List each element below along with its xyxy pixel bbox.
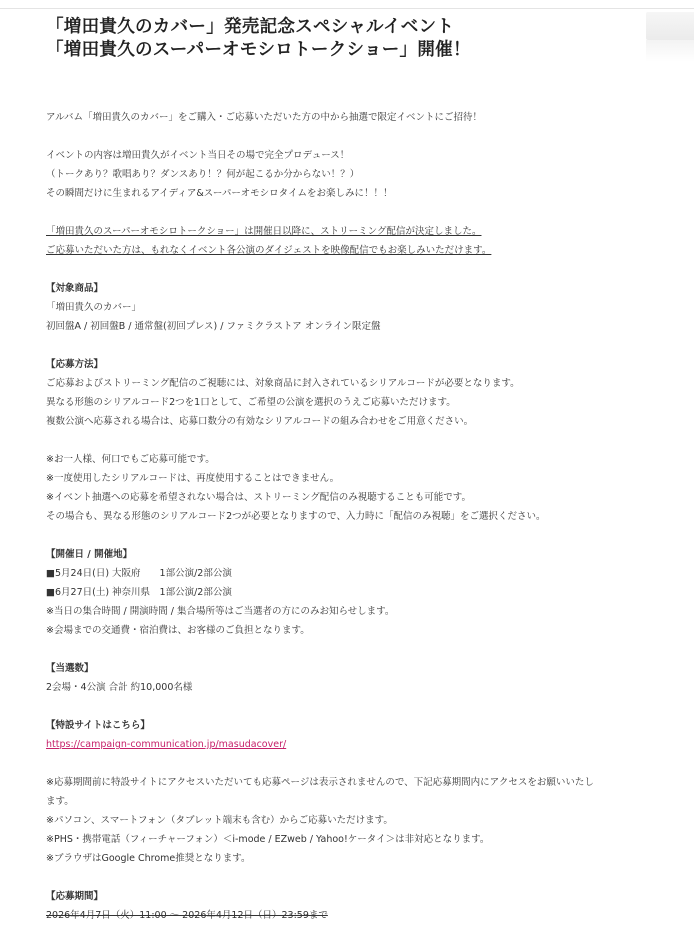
period-text: 2026年4月7日（火）11:00 ～ 2026年4月12日（日）23:59まで	[46, 910, 328, 921]
dates-heading: 【開催日 / 開催地】	[46, 549, 133, 560]
products-name: 「増田貴久のカバー」	[46, 302, 142, 313]
winners-text: 2会場・4公演 合計 約10,000名様	[46, 682, 193, 693]
title-line-2: 「増田貴久のスーパーオモシロトークショー」開催！	[46, 40, 471, 60]
title-line-1: 「増田貴久のカバー」発売記念スペシャルイベント	[46, 17, 455, 37]
method-line-3: 複数公演へ応募される場合は、応募口数分の有効なシリアルコードの組み合わせをご用意ください。	[46, 416, 474, 427]
access-note-3: ※PHS・携帯電話（フィーチャーフォン）＜i-mode / EZweb / Yahoo!ケータイ＞は非対応となります。	[46, 834, 490, 845]
site-heading: 【特設サイトはこちら】	[46, 720, 150, 731]
side-tab	[646, 12, 694, 40]
description-line-2: （トークあり？歌唱あり？ダンスあり！？何が起こるか分からない！？）	[46, 169, 360, 180]
method-note-4: その場合も、異なる形態のシリアルコード2つが必要となりますので、入力時に「配信のみ視聴」をご選択ください。	[46, 511, 546, 522]
article-title	[46, 16, 594, 62]
method-note-3: ※イベント抽選への応募を希望されない場合は、ストリーミング配信のみ視聴することも可能です。	[46, 492, 472, 503]
streaming-notice-1: 「増田貴久のスーパーオモシロトークショー」は開催日以降に、ストリーミング配信が決定しました。	[46, 226, 482, 237]
products-editions: 初回盤A / 初回盤B / 通常盤(初回プレス) / ファミクラストア オンライン限定盤	[46, 321, 381, 332]
method-line-2: 異なる形態のシリアルコード2つを1口として、ご希望の公演を選択のうえご応募いただけます。	[46, 397, 456, 408]
description-line-1: イベントの内容は増田貴久がイベント当日その場で完全プロデュース！	[46, 150, 350, 161]
description-line-3: その瞬間だけに生まれるアイディア&スーパーオモシロタイムをお楽しみに！！！	[46, 188, 393, 199]
side-tab-shadow	[646, 40, 694, 62]
method-note-2: ※一度使用したシリアルコードは、再度使用することはできません。	[46, 473, 340, 484]
products-heading: 【対象商品】	[46, 283, 104, 294]
access-note-2: ※パソコン、スマートフォン（タブレット端末も含む）からご応募いただけます。	[46, 815, 393, 826]
streaming-notice-2: ご応募いただいた方は、もれなくイベント各公演のダイジェストを映像配信でもお楽しみいただけます。	[46, 245, 492, 256]
top-divider	[0, 8, 694, 9]
access-note-1: ※応募期間前に特設サイトにアクセスいただいても応募ページは表示されませんので、下記応募期間内にアクセスをお願いいたします。	[46, 777, 594, 807]
date-note-1: ※当日の集合時間 / 開演時間 / 集合場所等はご当選者の方にのみお知らせします。	[46, 606, 395, 617]
method-heading: 【応募方法】	[46, 359, 104, 370]
date-note-2: ※会場までの交通費・宿泊費は、お客様のご負担となります。	[46, 625, 310, 636]
date-osaka: ■5月24日(日) 大阪府 1部公演/2部公演	[46, 568, 232, 579]
access-note-4: ※ブラウザはGoogle Chrome推奨となります。	[46, 853, 251, 864]
intro-text: アルバム「増田貴久のカバー」をご購入・ご応募いただいた方の中から抽選で限定イベントにご招待！	[46, 112, 482, 123]
campaign-site-link[interactable]: https://campaign-communication.jp/masudacover/	[46, 739, 287, 750]
date-kanagawa: ■6月27日(土) 神奈川県 1部公演/2部公演	[46, 587, 232, 598]
winners-heading: 【当選数】	[46, 663, 94, 674]
period-heading: 【応募期間】	[46, 891, 104, 902]
method-line-1: ご応募およびストリーミング配信のご視聴には、対象商品に封入されているシリアルコードが必要となります。	[46, 378, 520, 389]
article-body	[46, 16, 594, 925]
method-note-1: ※お一人様、何口でもご応募可能です。	[46, 454, 215, 465]
